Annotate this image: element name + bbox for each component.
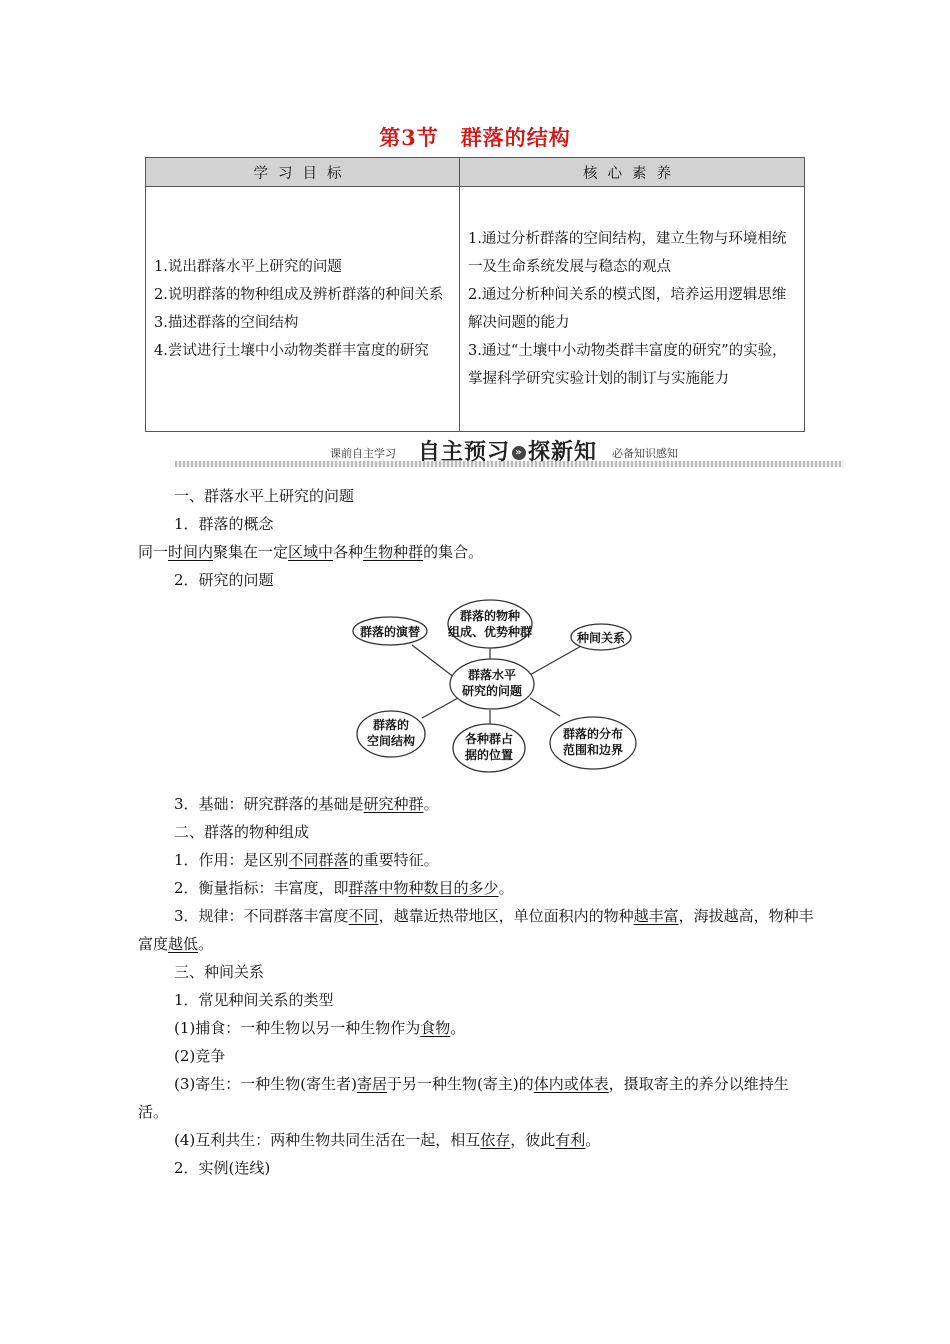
paragraph: (2)竞争 <box>174 1047 226 1065</box>
goal-item: 4.尝试进行土壤中小动物类群丰富度的研究 <box>154 343 429 359</box>
subheading: 1．群落的概念 <box>174 515 274 533</box>
answer-blank: 越低 <box>168 935 199 953</box>
literacy-item: 3.通过“土壤中小动物类群丰富度的研究”的实验，掌握科学研究实验计划的制订与实施能力 <box>468 343 787 387</box>
node-center-text-1: 群落水平 <box>467 668 517 682</box>
answer-blank: 寄居 <box>356 1075 387 1093</box>
answer-blank: 有利 <box>555 1131 586 1149</box>
answer-blank: 研究种群 <box>363 795 424 813</box>
answer-blank: 群落中物种数目的多少 <box>348 879 499 897</box>
banner-right-label: 必备知识感知 <box>612 447 678 460</box>
node-succession-text: 群落的演替 <box>359 625 421 639</box>
subheading: 1．常见种间关系的类型 <box>174 991 334 1009</box>
subheading: 2．实例(连线) <box>174 1159 271 1177</box>
answer-blank: 依存 <box>480 1131 511 1149</box>
subheading: 2．研究的问题 <box>174 571 274 589</box>
goal-item: 2.说明群落的物种组成及辨析群落的种间关系 <box>154 287 444 303</box>
node-position-text-2: 据的位置 <box>464 748 514 762</box>
node-interspecific-text: 种间关系 <box>576 631 626 645</box>
goal-item: 3.描述群落的空间结构 <box>154 315 299 331</box>
section-heading: 二、群落的物种组成 <box>174 823 310 841</box>
objectives-table <box>145 157 805 432</box>
answer-blank: 越丰富 <box>633 907 679 925</box>
paragraph: (3)寄生：一种生物(寄生者)寄居于另一种生物(寄主)的体内或体表，摄取寄主的养分以维持生活。 <box>138 1075 789 1121</box>
node-spatial-text-2: 空间结构 <box>366 734 416 748</box>
answer-blank: 生物种群 <box>363 543 424 561</box>
concept-diagram <box>350 598 650 774</box>
paragraph: 2．衡量指标：丰富度，即群落中物种数目的多少。 <box>174 879 514 897</box>
answer-blank: 时间内 <box>168 543 214 561</box>
page-title: 第3节 群落的结构 <box>379 125 571 150</box>
section-heading: 一、群落水平上研究的问题 <box>174 487 355 505</box>
section-heading: 三、种间关系 <box>174 963 265 981</box>
paragraph: 同一时间内聚集在一定区域中各种生物种群的集合。 <box>138 543 484 561</box>
table-header-goals: 学习目标 <box>146 158 460 187</box>
node-spatial-text-1: 群落的 <box>372 718 410 732</box>
banner-title <box>418 435 597 466</box>
main-content <box>138 482 818 1182</box>
paragraph: 3．基础：研究群落的基础是研究种群。 <box>174 795 439 813</box>
goals-cell <box>146 187 460 432</box>
paragraph: 1．作用：是区别不同群落的重要特征。 <box>174 851 439 869</box>
section-banner <box>175 437 843 471</box>
answer-blank: 区域中 <box>288 543 334 561</box>
paragraph: 3．规律：不同群落丰富度不同，越靠近热带地区，单位面积内的物种越丰富，海拔越高，物种丰富度越低。 <box>138 907 814 953</box>
node-range-text-2: 范围和边界 <box>562 743 624 757</box>
table-header-literacy: 核心素养 <box>460 158 805 187</box>
answer-blank: 不同 <box>348 907 379 925</box>
node-range-text-1: 群落的分布 <box>562 727 624 741</box>
node-species-text-2: 组成、优势种群 <box>447 625 533 639</box>
answer-blank: 不同群落 <box>288 851 349 869</box>
answer-blank: 体内或体表 <box>533 1075 609 1093</box>
paragraph: (4)互利共生：两种生物共同生活在一起，相互依存，彼此有利。 <box>174 1131 601 1149</box>
arrow-icon: » <box>512 446 526 460</box>
node-center-text-2: 研究的问题 <box>461 684 523 698</box>
literacy-cell <box>460 187 805 432</box>
node-position-text-1: 各种群占 <box>464 732 514 746</box>
literacy-item: 1.通过分析群落的空间结构，建立生物与环境相统一及生命系统发展与稳态的观点 <box>468 231 787 275</box>
banner-title-a: 自主预习 <box>418 440 511 465</box>
paragraph: (1)捕食：一种生物以另一种生物作为食物。 <box>174 1019 466 1037</box>
banner-title-b: 探新知 <box>528 440 598 465</box>
goal-item: 1.说出群落水平上研究的问题 <box>154 259 342 275</box>
literacy-item: 2.通过分析种间关系的模式图，培养运用逻辑思维解决问题的能力 <box>468 287 787 331</box>
node-species-text-1: 群落的物种 <box>459 609 521 623</box>
banner-left-label: 课前自主学习 <box>330 447 396 460</box>
answer-blank: 食物 <box>420 1019 451 1037</box>
